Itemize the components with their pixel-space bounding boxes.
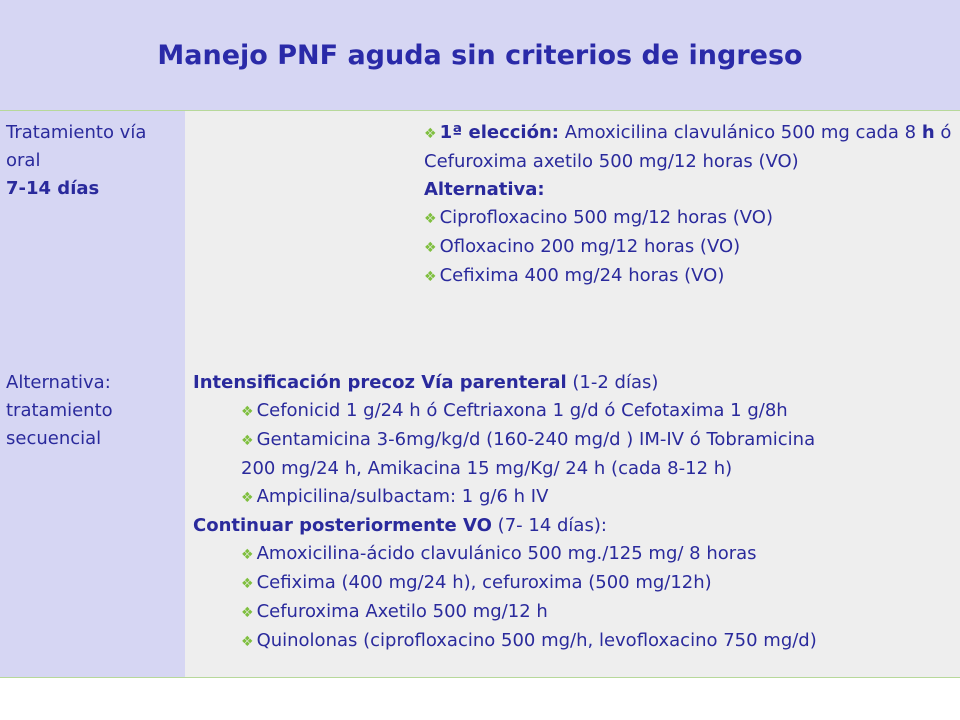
- list-item-text: Cefixima (400 mg/24 h), cefuroxima (500 mg/12h): [256, 572, 712, 593]
- list-item-text: Ampicilina/sulbactam: 1 g/6 h IV: [256, 486, 549, 507]
- list-item-text: Ofloxacino 200 mg/12 horas (VO): [439, 236, 741, 257]
- section-heading-duration: (7- 14 días):: [497, 515, 607, 536]
- list-item: [424, 262, 960, 291]
- slide-header: [0, 0, 960, 110]
- diamond-bullet-icon: ❖: [241, 433, 254, 449]
- diamond-bullet-icon: ❖: [424, 126, 437, 142]
- section-heading-duration: (1-2 días): [572, 372, 659, 393]
- list-item-text: Cefuroxima Axetilo 500 mg/12 h: [256, 601, 548, 622]
- row-label-line: oral: [6, 150, 41, 171]
- list-item: [193, 540, 950, 569]
- row-label-cell: [0, 111, 185, 361]
- list-item: [193, 397, 950, 426]
- diamond-bullet-icon: ❖: [241, 634, 254, 650]
- list-item-text: Gentamicina 3-6mg/kg/d (160-240 mg/d ) IM-IV ó Tobramicina: [256, 429, 816, 450]
- first-choice-text-end: ó: [940, 122, 952, 143]
- list-item-text: Amoxicilina-ácido clavulánico 500 mg./125 mg/ 8 horas: [256, 543, 757, 564]
- section-heading: [193, 512, 950, 540]
- list-item: [424, 204, 960, 233]
- row-content-cell: [185, 111, 960, 361]
- diamond-bullet-icon: ❖: [241, 547, 254, 563]
- list-item: [193, 426, 950, 455]
- row-label-line: secuencial: [6, 428, 102, 449]
- section-heading-bold: Continuar posteriormente VO: [193, 515, 492, 536]
- row-label-cell: [0, 361, 185, 677]
- diamond-bullet-icon: ❖: [241, 576, 254, 592]
- alternative-label: Alternativa:: [424, 179, 545, 200]
- list-item: [424, 119, 960, 148]
- diamond-bullet-icon: ❖: [424, 240, 437, 256]
- section-heading-bold: Intensificación precoz Vía parenteral: [193, 372, 567, 393]
- diamond-bullet-icon: ❖: [424, 269, 437, 285]
- list-item: [193, 483, 950, 512]
- list-item-text: Cefonicid 1 g/24 h ó Ceftriaxona 1 g/d ó Cefotaxima 1 g/8h: [256, 400, 788, 421]
- row-label-duration: 7-14 días: [6, 178, 100, 199]
- diamond-bullet-icon: ❖: [241, 490, 254, 506]
- section-heading: [193, 369, 950, 397]
- table-row: [0, 110, 960, 362]
- list-item-text: Quinolonas (ciprofloxacino 500 mg/h, levofloxacino 750 mg/d): [256, 630, 817, 651]
- list-item: [193, 569, 950, 598]
- diamond-bullet-icon: ❖: [424, 211, 437, 227]
- table-row: [0, 361, 960, 678]
- first-choice-text: Amoxicilina clavulánico 500 mg cada 8: [564, 122, 917, 143]
- slide-title: Manejo PNF aguda sin criterios de ingreso: [157, 39, 803, 71]
- list-item-text: Cefixima 400 mg/24 horas (VO): [439, 265, 725, 286]
- diamond-bullet-icon: ❖: [241, 404, 254, 420]
- row-content-cell: [185, 361, 960, 677]
- row-label-line: Alternativa:: [6, 372, 111, 393]
- row-label-line: tratamiento: [6, 400, 113, 421]
- list-item: [424, 233, 960, 262]
- list-item: [193, 598, 950, 627]
- first-choice-label: 1ª elección:: [439, 122, 559, 143]
- list-item-text: Ciprofloxacino 500 mg/12 horas (VO): [439, 207, 773, 228]
- diamond-bullet-icon: ❖: [241, 605, 254, 621]
- list-item: [193, 627, 950, 656]
- first-choice-unit: h: [921, 122, 935, 143]
- row-label-line: Tratamiento vía: [6, 122, 147, 143]
- list-item-continuation: Cefuroxima axetilo 500 mg/12 horas (VO): [424, 151, 799, 172]
- list-item-continuation: 200 mg/24 h, Amikacina 15 mg/Kg/ 24 h (cada 8-12 h): [241, 458, 733, 479]
